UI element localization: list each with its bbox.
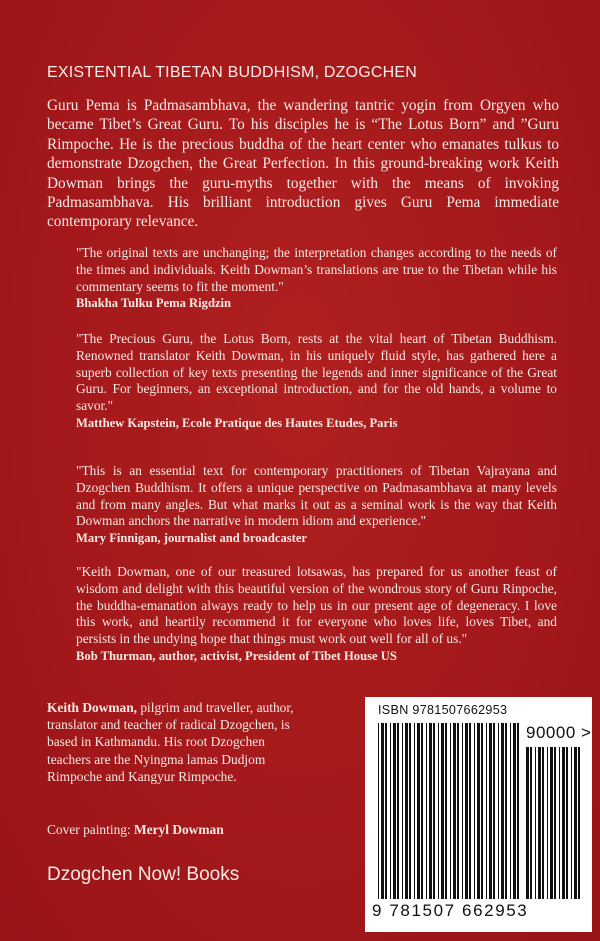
- barcode-bar: [405, 723, 408, 899]
- barcode-bar: [535, 747, 536, 899]
- barcode-bar: [498, 723, 499, 899]
- barcode-bar: [510, 723, 511, 899]
- quote-text: "Keith Dowman, one of our treasured lotsawas, has prepared for us another feast of wisdom and delight with this beautiful version of the wondrous story of Guru Rinpoche, the buddha-emanation always ready to help us in our present age of degeneracy. I love this work, and heartily recommend it for everyone who loves life, loves Tibet, and persists in the undying hope that things must work out well for all of us.": [76, 564, 557, 647]
- barcode-bar: [562, 747, 565, 899]
- endorsement-quote: [76, 245, 557, 311]
- barcode-bar: [486, 723, 487, 899]
- barcode-bar: [445, 723, 447, 899]
- intro-paragraph: Guru Pema is Padmasambhava, the wandering tantric yogin from Orgyen who became Tibet’s Great Guru. To his disciples he is “The Lotus Born” and ”Guru Rimpoche. He is the precious buddha of the heart center who emanates tulkus to demonstrate Dzogchen, the Great Perfection. In this ground-breaking work Keith Dowman brings the guru-myths together with the means of invoking Padmasambhava. His brilliant introduction gives Guru Pema immediate contemporary relevance.: [47, 97, 559, 231]
- quote-text: "The Precious Guru, the Lotus Born, rests at the vital heart of Tibetan Buddhism. Renowned translator Keith Dowman, in his uniquely fluid style, has gathered here a superb collection of key texts presenting the legends and inner significance of the Great Guru. For beginners, an exceptional introduction, and for the old hands, a volume to savor.": [76, 331, 557, 414]
- barcode-bar: [453, 723, 456, 899]
- isbn-label: ISBN 9781507662953: [378, 703, 508, 717]
- barcode-bar: [429, 723, 432, 899]
- author-bio: [47, 699, 309, 785]
- barcode-addon-price: 90000 >: [526, 723, 592, 742]
- barcode-bar: [378, 723, 379, 899]
- quote-attribution: Bhakha Tulku Pema Rigdzin: [76, 296, 232, 311]
- barcode-bar: [530, 747, 532, 899]
- barcode-bar: [578, 747, 580, 899]
- barcode-bar: [538, 747, 541, 899]
- barcode-bar: [457, 723, 459, 899]
- cover-artist: Meryl Dowman: [134, 822, 224, 837]
- cover-credit-label: Cover painting:: [47, 822, 135, 837]
- publisher-name: Dzogchen Now! Books: [47, 864, 240, 885]
- endorsement-quote: [76, 463, 557, 546]
- barcode-bar: [505, 723, 507, 899]
- quote-text: "This is an essential text for contemporary practitioners of Tibetan Vajrayana and Dzogchen Buddhism. It offers a unique perspective on Padmasambhava at many levels and from many angles. But what marks it out as a seminal work is the way that Keith Dowman anchors the narrative in modern idiom and experience.": [76, 463, 557, 529]
- barcode-bar: [574, 747, 577, 899]
- author-bio-text: pilgrim and traveller, author, translator and teacher of radical Dzogchen, is based in Kathmandu. His root Dzogchen teachers are the Nyingma lamas Dudjom Rimpoche and Kangyur Rimpoche.: [47, 700, 294, 784]
- barcode-bar: [465, 723, 468, 899]
- barcode-bar: [517, 723, 519, 899]
- barcode-bar: [450, 723, 451, 899]
- barcode-bar: [397, 723, 399, 899]
- barcode-bar: [426, 723, 427, 899]
- isbn-barcode: [365, 697, 592, 932]
- quote-attribution: Bob Thurman, author, activist, President of Tibet House US: [76, 648, 397, 663]
- barcode-bar: [571, 747, 572, 899]
- barcode-bar: [513, 723, 516, 899]
- barcode-bar: [390, 723, 391, 899]
- barcode-bar: [402, 723, 403, 899]
- barcode-digits: 9 781507 662953: [372, 901, 529, 920]
- barcode-bar: [421, 723, 423, 899]
- barcode-bar: [462, 723, 463, 899]
- quote-attribution: Matthew Kapstein, Ecole Pratique des Hautes Etudes, Paris: [76, 415, 398, 430]
- barcode-bar: [559, 747, 560, 899]
- barcode-bar: [381, 723, 384, 899]
- cover-credit: [47, 822, 224, 838]
- barcode-bar: [501, 723, 504, 899]
- barcode-bar: [489, 723, 492, 899]
- barcode-bar: [441, 723, 444, 899]
- barcode-bar: [469, 723, 471, 899]
- barcode-bar: [417, 723, 420, 899]
- barcode-bar: [481, 723, 483, 899]
- barcode-bar: [526, 747, 529, 899]
- barcode-bar: [554, 747, 556, 899]
- barcode-bar: [477, 723, 480, 899]
- barcode-bar: [493, 723, 495, 899]
- quote-attribution: Mary Finnigan, journalist and broadcaster: [76, 531, 308, 546]
- author-name: Keith Dowman,: [47, 700, 138, 715]
- barcode-bar: [550, 747, 553, 899]
- barcode-bar: [542, 747, 544, 899]
- barcode-bar: [438, 723, 439, 899]
- barcode-bar: [414, 723, 415, 899]
- barcode-bar: [547, 747, 548, 899]
- barcode-bar: [433, 723, 435, 899]
- quote-text: "The original texts are unchanging; the interpretation changes according to the needs of the times and individuals. Keith Dowman’s translations are true to the Tibetan while his commentary seems to fit the moment.": [76, 245, 557, 294]
- section-heading: EXISTENTIAL TIBETAN BUDDHISM, DZOGCHEN: [47, 64, 418, 81]
- barcode-bar: [393, 723, 396, 899]
- barcode-bar: [409, 723, 411, 899]
- barcode-bar: [566, 747, 568, 899]
- barcode-bar: [474, 723, 475, 899]
- endorsement-quote: [76, 331, 557, 431]
- barcode-bar: [385, 723, 387, 899]
- barcode-bars: [376, 721, 584, 911]
- endorsement-quote: [76, 564, 557, 664]
